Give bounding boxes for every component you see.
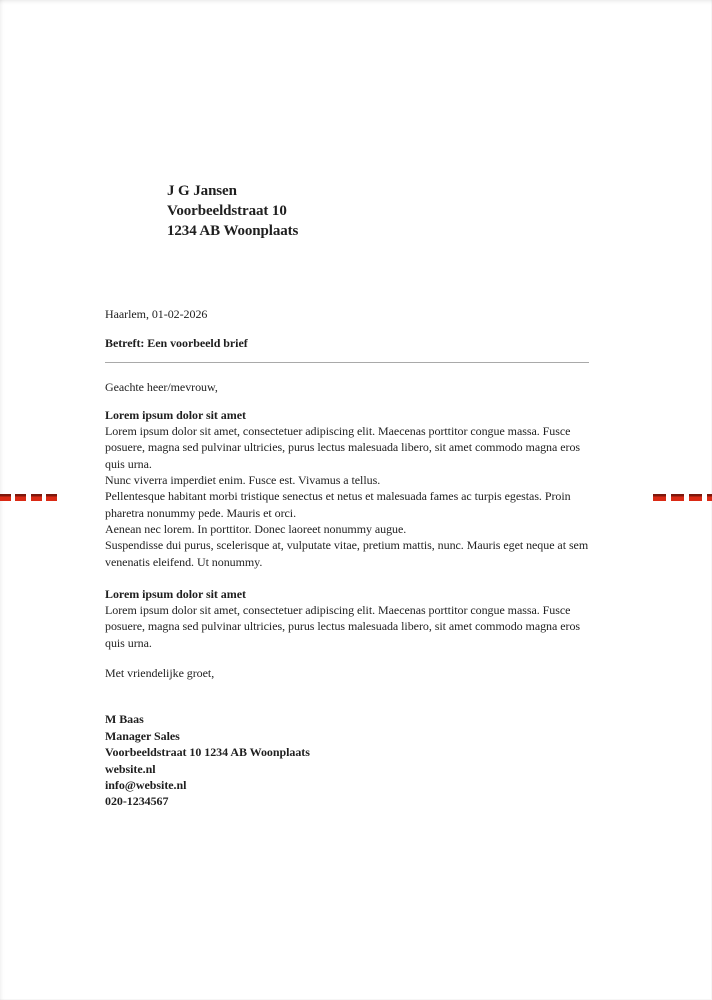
divider [105,362,589,363]
recipient-city: 1234 AB Woonplaats [167,223,299,239]
letter-section-2 [105,586,589,651]
signature-name: M Baas [105,712,144,727]
subject-line: Betreft: Een voorbeeld brief [105,336,248,351]
date-line: Haarlem, 01-02-2026 [105,307,208,321]
signature-title: Manager Sales [105,728,180,743]
fold-dash-icon [0,494,11,501]
salutation: Geachte heer/mevrouw, [105,379,218,394]
fold-dash-icon [671,494,684,501]
signature-address: Voorbeeldstraat 10 1234 AB Woonplaats [105,745,310,760]
fold-dash-icon [653,494,666,501]
fold-dash-icon [689,494,702,501]
recipient-address-block [167,181,298,241]
section-1-paragraph: Lorem ipsum dolor sit amet, consectetuer adipiscing elit. Maecenas porttitor congue massa. Fusce posuere, magna sed pulvinar ultricies, purus lectus malesuada libero, sit amet commodo magna eros quis urna. [105,424,581,471]
fold-dash-icon [15,494,26,501]
fold-dash-icon [707,494,712,501]
signature-website: website.nl [105,761,156,776]
signature-block [105,711,589,809]
signature-phone: 020-1234567 [105,794,169,809]
fold-mark-left [0,494,57,501]
signature-email: info@website.nl [105,777,187,792]
section-1-paragraph: Suspendisse dui purus, scelerisque at, vulputate vitae, pretium mattis, nunc. Mauris eget neque at sem venenatis eleifend. Ut nonummy. [105,538,589,569]
section-2-paragraph: Lorem ipsum dolor sit amet, consectetuer adipiscing elit. Maecenas porttitor congue massa. Fusce posuere, magna sed pulvinar ultricies, purus lectus malesuada libero, sit amet commodo magna eros quis urna. [105,603,581,650]
fold-dash-icon [31,494,42,501]
section-2-heading: Lorem ipsum dolor sit amet [105,586,246,601]
section-1-heading: Lorem ipsum dolor sit amet [105,407,246,422]
recipient-name: J G Jansen [167,183,237,199]
section-1-paragraph: Nunc viverra imperdiet enim. Fusce est. Vivamus a tellus. [105,473,381,488]
fold-dash-icon [46,494,57,501]
letter-body [105,306,589,810]
letter-section-1 [105,407,589,570]
section-1-paragraph: Aenean nec lorem. In porttitor. Donec laoreet nonummy augue. [105,521,407,536]
closing-line: Met vriendelijke groet, [105,666,215,681]
section-1-paragraph: Pellentesque habitant morbi tristique senectus et netus et malesuada fames ac turpis egestas. Proin pharetra nonummy pede. Mauris et orci. [105,489,571,520]
recipient-street: Voorbeeldstraat 10 [167,203,287,219]
fold-mark-right [653,494,712,501]
